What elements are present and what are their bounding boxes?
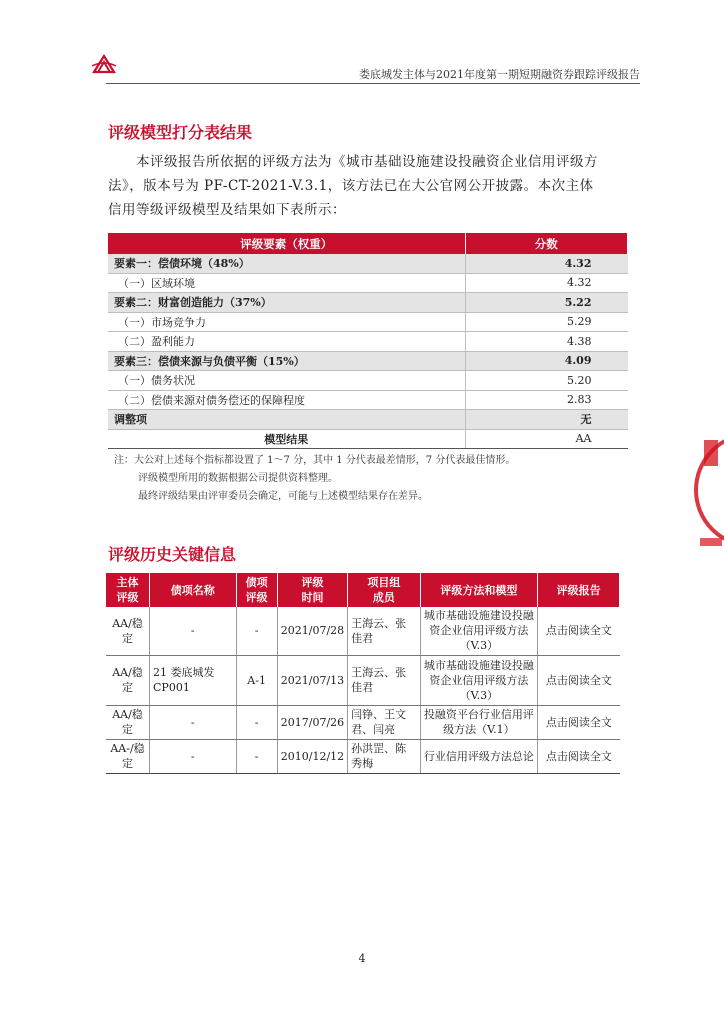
read-full-text-link[interactable]: 点击阅读全文 <box>538 607 620 655</box>
cell-team-members: 王海云、张佳君 <box>348 607 421 655</box>
history-table <box>106 573 620 774</box>
row-label: 调整项 <box>108 410 465 430</box>
cell-issuer-rating: AA/稳定 <box>106 607 150 655</box>
read-full-text-link[interactable]: 点击阅读全文 <box>538 655 620 705</box>
header-issuer-rating: 主体 评级 <box>106 573 150 607</box>
header-divider <box>106 83 640 84</box>
row-score: 5.22 <box>465 293 628 313</box>
row-score: 5.29 <box>465 312 628 332</box>
section-title-rating-history: 评级历史关键信息 <box>108 545 237 564</box>
company-logo-icon <box>92 54 116 74</box>
cell-bond-rating: - <box>236 739 277 773</box>
intro-paragraph <box>108 150 628 222</box>
section-title-model-score: 评级模型打分表结果 <box>108 123 253 142</box>
cell-rating-date: 2010/12/12 <box>277 739 347 773</box>
cell-issuer-rating: AA/稳定 <box>106 705 150 739</box>
table-row-final <box>108 429 628 449</box>
row-label: （一）债务状况 <box>108 371 465 391</box>
cell-issuer-rating: AA-/稳定 <box>106 739 150 773</box>
cell-bond-name: - <box>150 739 237 773</box>
header-bond-name: 债项名称 <box>150 573 237 607</box>
cell-rating-date: 2021/07/13 <box>277 655 347 705</box>
cell-rating-date: 2021/07/28 <box>277 607 347 655</box>
row-score: 2.83 <box>465 390 628 410</box>
row-label: （二）偿债来源对债务偿还的保障程度 <box>108 390 465 410</box>
header-rating-date: 评级 时间 <box>277 573 347 607</box>
header-method: 评级方法和模型 <box>420 573 538 607</box>
note-line: 评级模型所用的数据根据公司提供资料整理。 <box>138 473 338 484</box>
row-score: 4.09 <box>465 351 628 371</box>
cell-bond-name: - <box>150 705 237 739</box>
header-bond-rating: 债项 评级 <box>236 573 277 607</box>
cell-bond-rating: A-1 <box>236 655 277 705</box>
header-team-members: 项目组 成员 <box>348 573 421 607</box>
cell-team-members: 闫铮、王文君、闫亮 <box>348 705 421 739</box>
table-row <box>108 332 628 352</box>
table-notes <box>114 452 515 506</box>
row-label: （二）盈利能力 <box>108 332 465 352</box>
final-label: 模型结果 <box>108 429 465 449</box>
table-row <box>106 607 620 655</box>
intro-line: 法》，版本号为 PF-CT-2021-V.3.1，该方法已在大公官网公开披露。本次主体 <box>108 178 594 194</box>
cell-method: 城市基础设施建设投融资企业信用评级方法（V.3） <box>420 655 538 705</box>
cell-bond-rating: - <box>236 607 277 655</box>
row-score: 4.32 <box>465 254 628 273</box>
header-report: 评级报告 <box>538 573 620 607</box>
note-line: 注：大公对上述每个指标都设置了 1～7 分，其中 1 分代表最差情形，7 分代表最佳情形。 <box>114 455 516 466</box>
intro-line: 信用等级评级模型及结果如下表所示： <box>108 202 346 218</box>
page-number: 4 <box>358 952 366 965</box>
score-table <box>108 233 628 449</box>
header-title: 娄底城发主体与2021年度第一期短期融资券跟踪评级报告 <box>359 68 640 81</box>
table-row <box>108 254 628 273</box>
table-row <box>106 705 620 739</box>
row-label: 要素一：偿债环境（48%） <box>108 254 465 273</box>
cell-bond-name: - <box>150 607 237 655</box>
table-row <box>108 410 628 430</box>
cell-team-members: 王海云、张佳君 <box>348 655 421 705</box>
table-row <box>108 273 628 293</box>
note-line: 最终评级结果由评审委员会确定，可能与上述模型结果存在差异。 <box>138 491 428 502</box>
cell-issuer-rating: AA/稳定 <box>106 655 150 705</box>
read-full-text-link[interactable]: 点击阅读全文 <box>538 739 620 773</box>
score-table-header <box>108 233 628 254</box>
final-score: AA <box>465 429 628 449</box>
row-score: 无 <box>465 410 628 430</box>
cell-bond-rating: - <box>236 705 277 739</box>
cell-team-members: 孙洪罡、陈秀梅 <box>348 739 421 773</box>
header-score: 分数 <box>465 233 628 254</box>
table-row <box>108 371 628 391</box>
cell-method: 行业信用评级方法总论 <box>420 739 538 773</box>
table-row <box>108 390 628 410</box>
row-label: 要素二：财富创造能力（37%） <box>108 293 465 313</box>
row-label: 要素三：偿债来源与负债平衡（15%） <box>108 351 465 371</box>
header-factor: 评级要素（权重） <box>108 233 465 254</box>
table-row <box>108 312 628 332</box>
table-row <box>106 655 620 705</box>
read-full-text-link[interactable]: 点击阅读全文 <box>538 705 620 739</box>
history-table-header <box>106 573 620 607</box>
row-score: 4.32 <box>465 273 628 293</box>
cell-method: 城市基础设施建设投融资企业信用评级方法（V.3） <box>420 607 538 655</box>
company-seal-icon <box>694 420 724 580</box>
cell-bond-name: 21 娄底城发 CP001 <box>150 655 237 705</box>
cell-rating-date: 2017/07/26 <box>277 705 347 739</box>
table-row <box>106 739 620 773</box>
row-label: （一）区域环境 <box>108 273 465 293</box>
row-label: （一）市场竞争力 <box>108 312 465 332</box>
table-row <box>108 293 628 313</box>
table-row <box>108 351 628 371</box>
row-score: 5.20 <box>465 371 628 391</box>
cell-method: 投融资平台行业信用评级方法（V.1） <box>420 705 538 739</box>
intro-line: 本评级报告所依据的评级方法为《城市基础设施建设投融资企业信用评级方 <box>136 154 598 170</box>
row-score: 4.38 <box>465 332 628 352</box>
